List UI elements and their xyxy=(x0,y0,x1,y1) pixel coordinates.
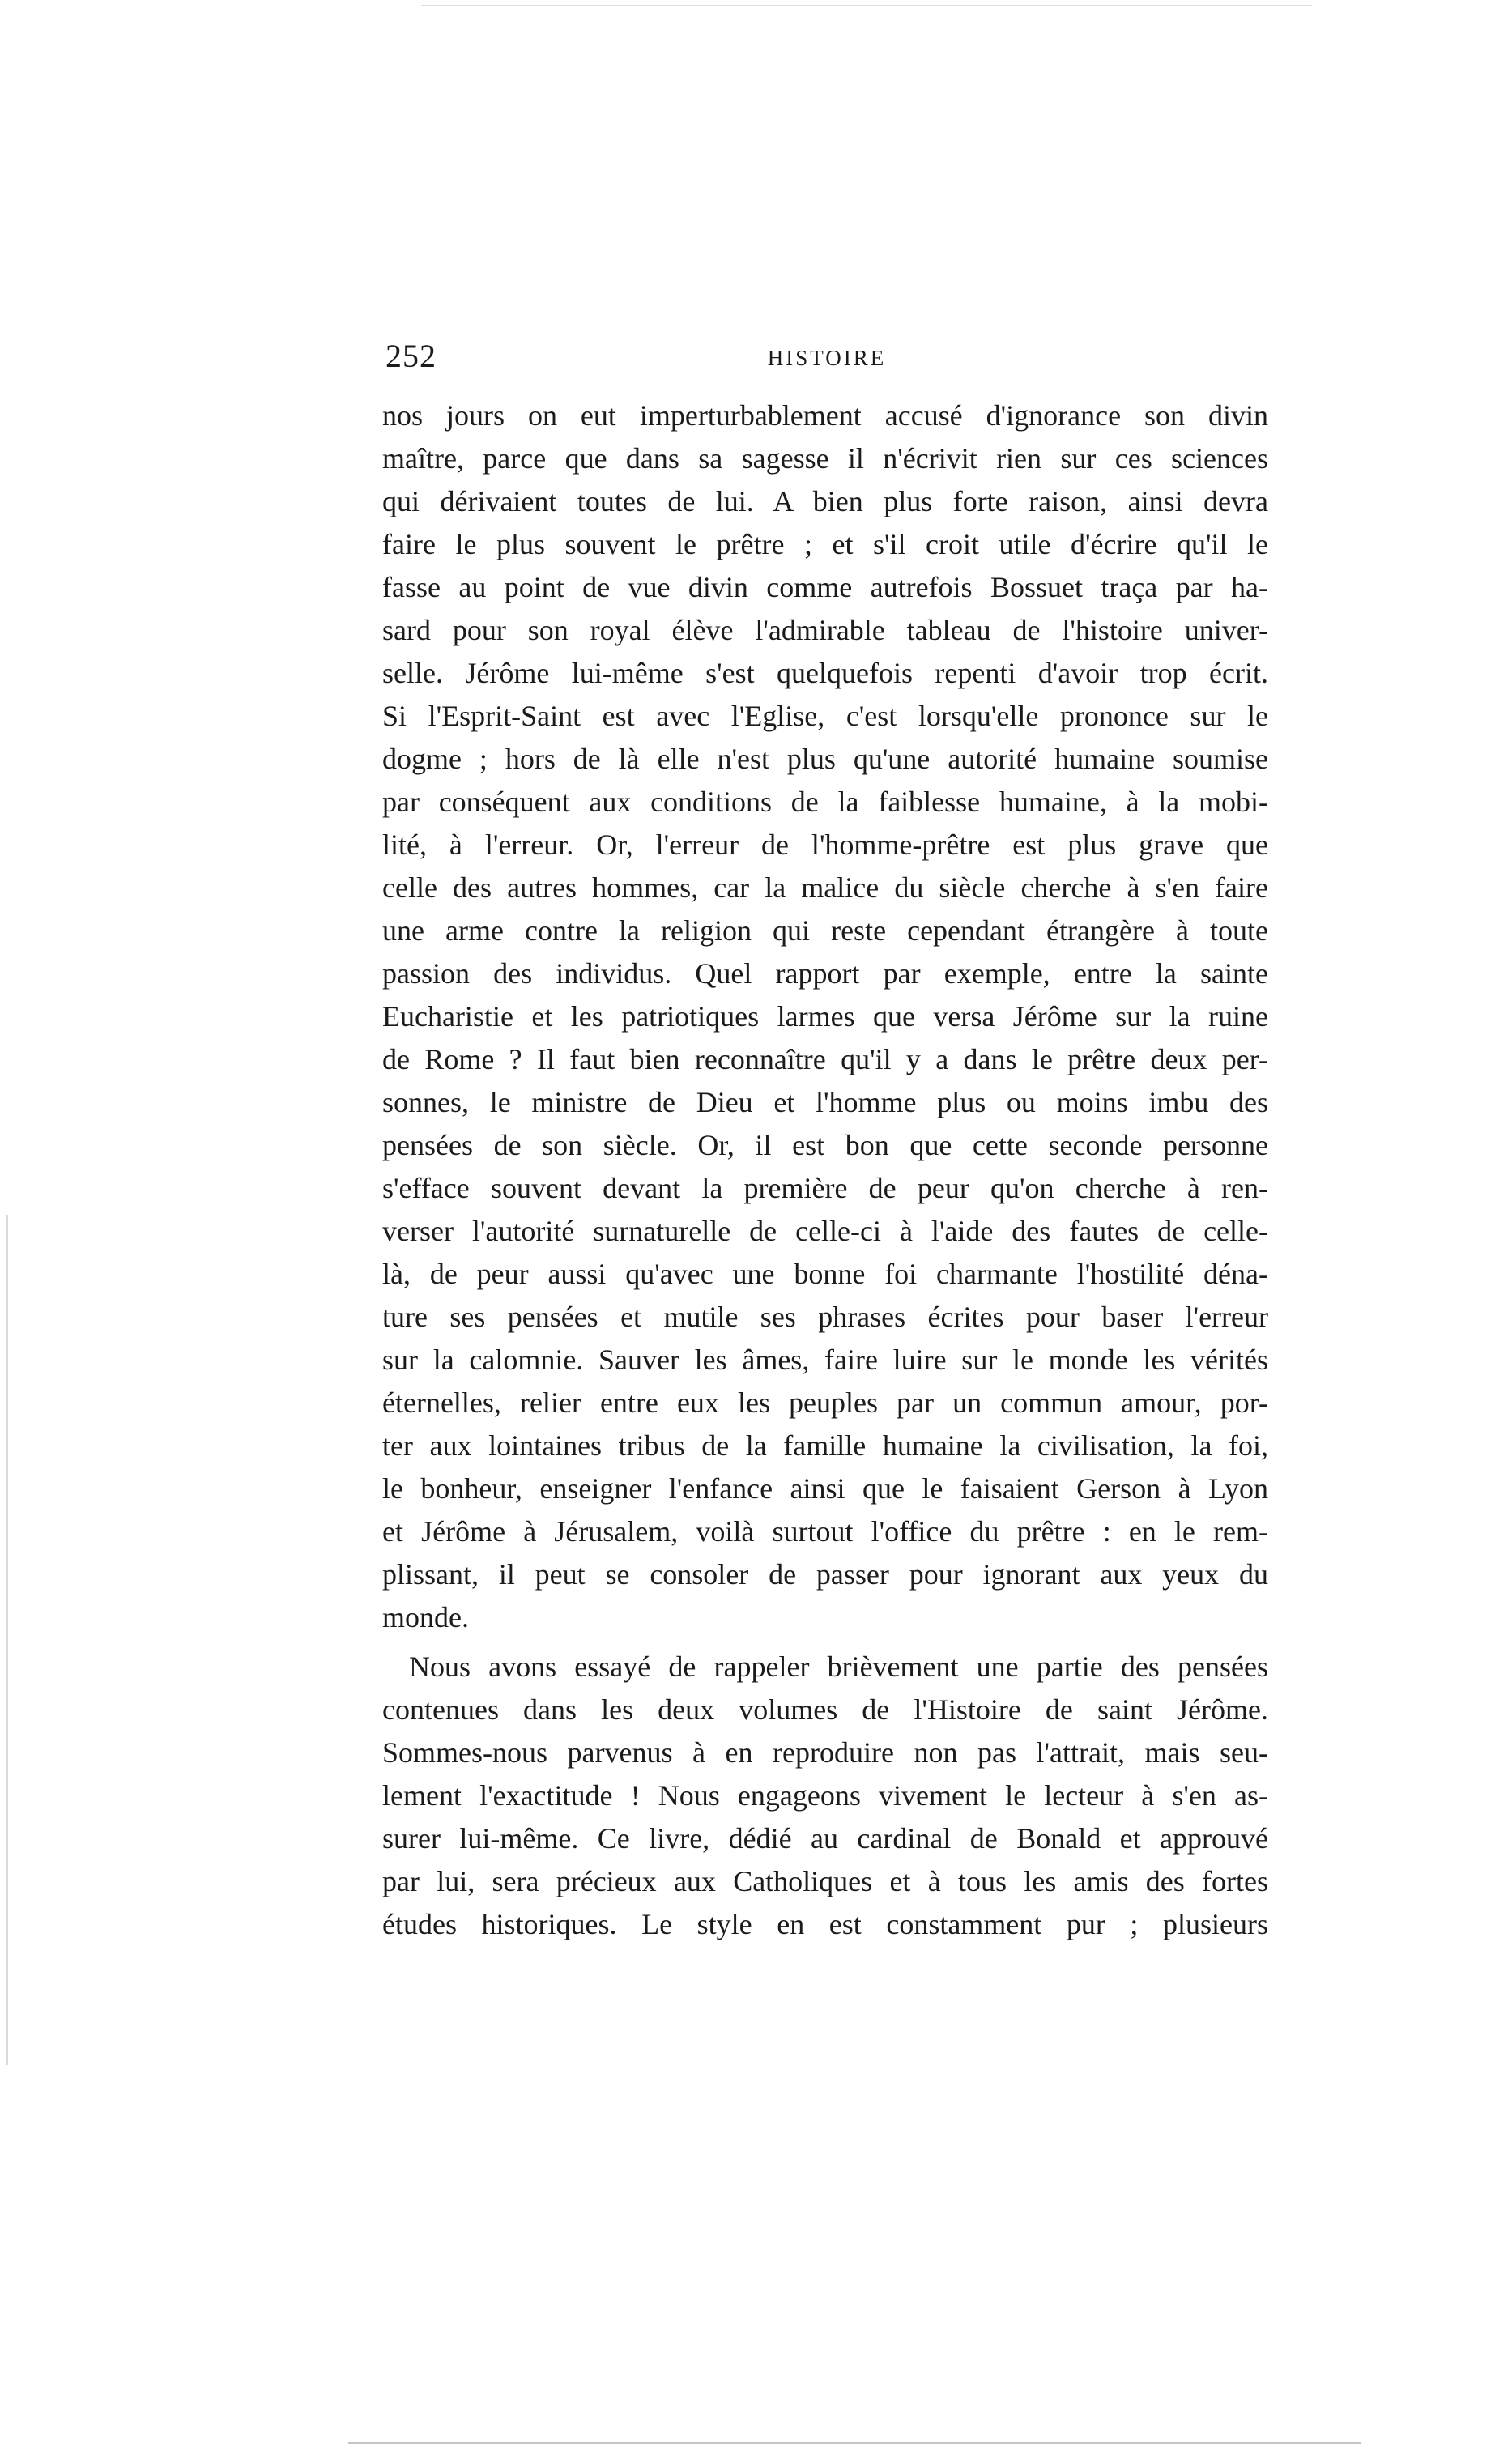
running-head: HISTOIRE xyxy=(767,346,887,370)
text-line: pensées de son siècle. Or, il est bon que cette seconde personne xyxy=(382,1129,1268,1161)
text-line: nos jours on eut imperturbablement accusé d'ignorance son divin xyxy=(382,399,1268,432)
text-line: ter aux lointaines tribus de la famille humaine la civilisation, la foi, xyxy=(382,1429,1268,1462)
text-line: sonnes, le ministre de Dieu et l'homme plus ou moins imbu des xyxy=(382,1086,1268,1118)
text-line: éternelles, relier entre eux les peuples par un commun amour, por- xyxy=(382,1386,1268,1419)
text-line: verser l'autorité surnaturelle de celle-ci à l'aide des fautes de celle- xyxy=(382,1215,1268,1247)
text-line: s'efface souvent devant la première de peur qu'on cherche à ren- xyxy=(382,1172,1268,1204)
scan-edge-top xyxy=(421,5,1312,6)
text-line: qui dérivaient toutes de lui. A bien plus forte raison, ainsi devra xyxy=(382,485,1268,517)
text-line: plissant, il peut se consoler de passer pour ignorant aux yeux du xyxy=(382,1558,1268,1591)
text-line: celle des autres hommes, car la malice du siècle cherche à s'en faire xyxy=(382,871,1268,904)
text-line: passion des individus. Quel rapport par exemple, entre la sainte xyxy=(382,957,1268,990)
paragraph-gap xyxy=(382,1639,1268,1646)
text-line: dogme ; hors de là elle n'est plus qu'une autorité humaine soumise xyxy=(382,743,1268,775)
text-line: selle. Jérôme lui-même s'est quelquefois repenti d'avoir trop écrit. xyxy=(382,657,1268,689)
text-line: Sommes-nous parvenus à en reproduire non pas l'attrait, mais seu- xyxy=(382,1736,1268,1769)
scan-edge-left xyxy=(6,1215,8,2065)
text-line: le bonheur, enseigner l'enfance ainsi que le faisaient Gerson à Lyon xyxy=(382,1472,1268,1505)
text-line: fasse au point de vue divin comme autrefois Bossuet traça par ha- xyxy=(382,571,1268,603)
page-number: 252 xyxy=(385,338,437,374)
text-line: Si l'Esprit-Saint est avec l'Eglise, c'est lorsqu'elle prononce sur le xyxy=(382,700,1268,732)
scan-edge-bottom xyxy=(348,2442,1361,2444)
text-line: sur la calomnie. Sauver les âmes, faire luire sur le monde les vérités xyxy=(382,1344,1268,1376)
page-header xyxy=(385,332,1268,389)
text-line: de Rome ? Il faut bien reconnaître qu'il y a dans le prêtre deux per- xyxy=(382,1043,1268,1075)
text-line: sard pour son royal élève l'admirable tableau de l'histoire univer- xyxy=(382,614,1268,646)
paragraph xyxy=(382,394,1268,1639)
text-line: par conséquent aux conditions de la faiblesse humaine, à la mobi- xyxy=(382,786,1268,818)
text-line: maître, parce que dans sa sagesse il n'écrivit rien sur ces sciences xyxy=(382,442,1268,475)
text-line: et Jérôme à Jérusalem, voilà surtout l'office du prêtre : en le rem- xyxy=(382,1515,1268,1548)
body-text xyxy=(382,394,1268,1946)
text-line: une arme contre la religion qui reste cependant étrangère à toute xyxy=(382,914,1268,947)
text-line: Nous avons essayé de rappeler brièvement une partie des pensées xyxy=(409,1650,1268,1683)
text-line: faire le plus souvent le prêtre ; et s'il croit utile d'écrire qu'il le xyxy=(382,528,1268,560)
text-line: lement l'exactitude ! Nous engageons vivement le lecteur à s'en as- xyxy=(382,1779,1268,1812)
text-line: contenues dans les deux volumes de l'Histoire de saint Jérôme. xyxy=(382,1693,1268,1726)
text-line: ture ses pensées et mutile ses phrases écrites pour baser l'erreur xyxy=(382,1301,1268,1333)
text-line: Eucharistie et les patriotiques larmes que versa Jérôme sur la ruine xyxy=(382,1000,1268,1033)
text-line: là, de peur aussi qu'avec une bonne foi charmante l'hostilité déna- xyxy=(382,1258,1268,1290)
text-line: par lui, sera précieux aux Catholiques et à tous les amis des fortes xyxy=(382,1865,1268,1897)
text-line: lité, à l'erreur. Or, l'erreur de l'homme-prêtre est plus grave que xyxy=(382,828,1268,861)
paragraph xyxy=(382,1646,1268,1946)
text-line: monde. xyxy=(382,1601,469,1633)
text-line: études historiques. Le style en est constamment pur ; plusieurs xyxy=(382,1908,1268,1940)
text-line: surer lui-même. Ce livre, dédié au cardinal de Bonald et approuvé xyxy=(382,1822,1268,1855)
